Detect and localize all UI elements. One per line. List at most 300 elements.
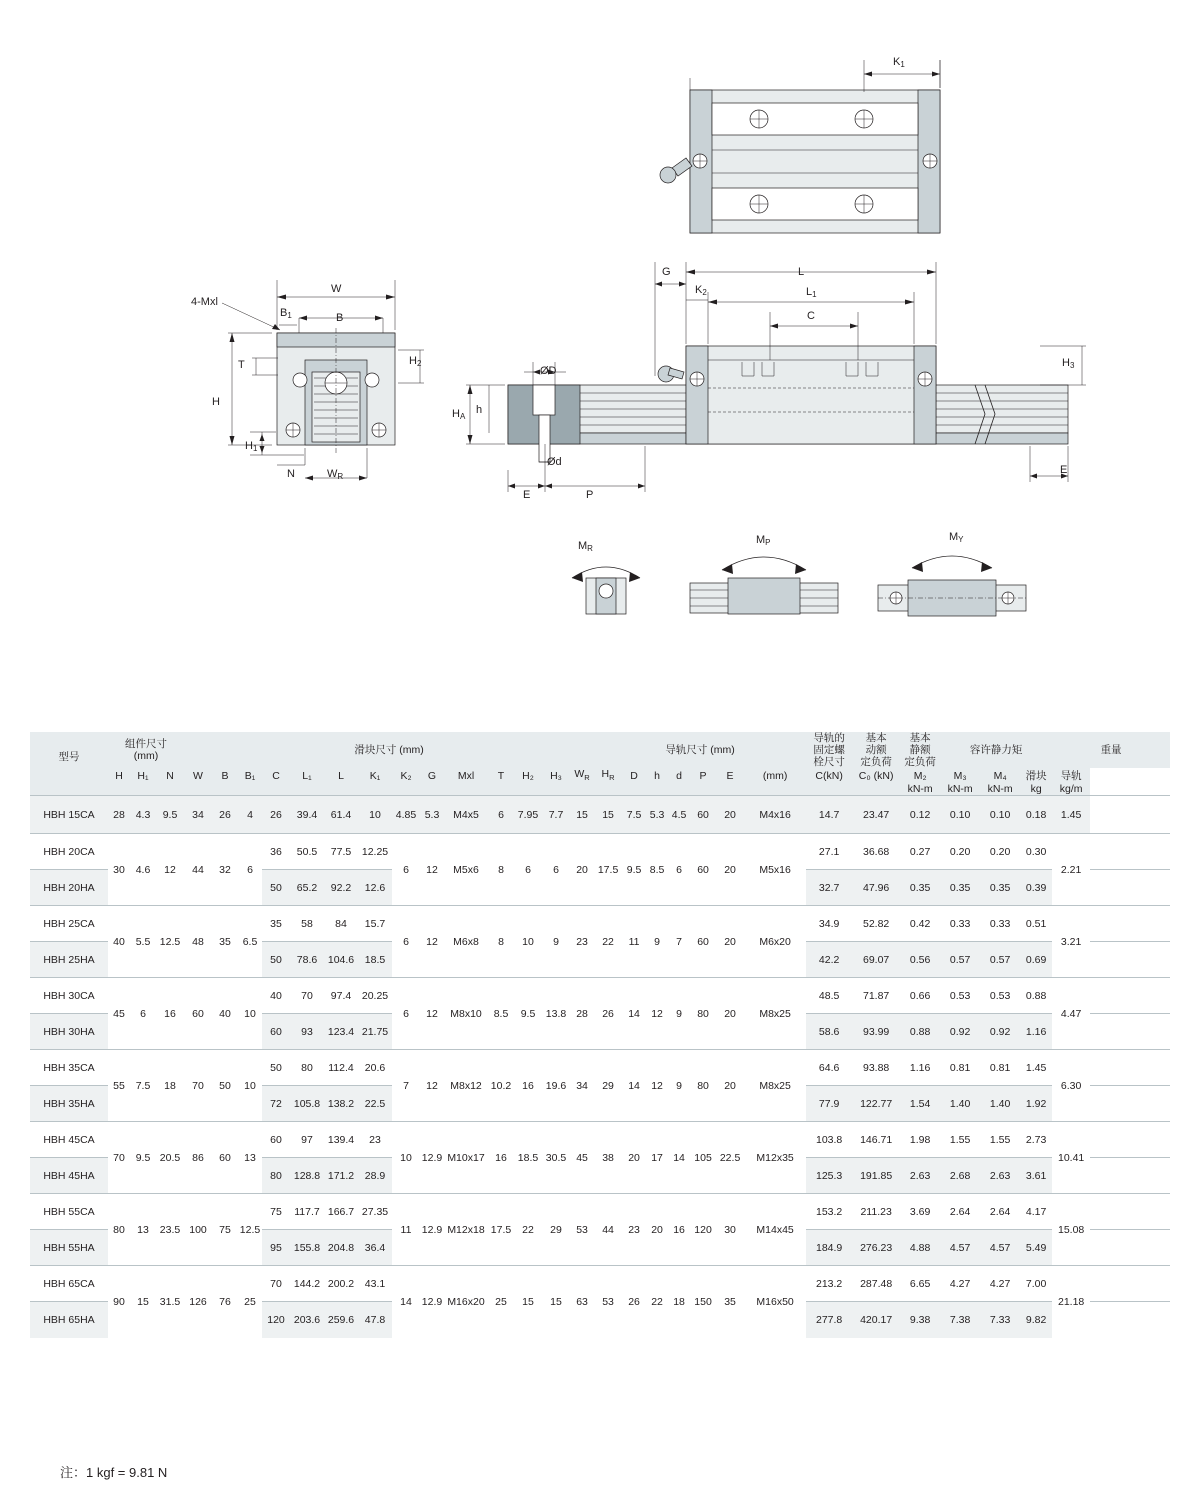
- cell-block-weight: 5.49: [1020, 1230, 1052, 1266]
- header-sym-bolt-unit: (mm): [744, 768, 806, 783]
- header-group-assembly: 组件尺寸 (mm): [108, 732, 184, 768]
- cell-E: 20: [716, 796, 744, 834]
- cell-B1: 6: [238, 834, 262, 906]
- cell-Mxl: M12x18: [444, 1194, 488, 1266]
- cell-C0-kN: 287.48: [852, 1266, 900, 1302]
- cell-C: 35: [262, 906, 290, 942]
- cell-B1: 6.5: [238, 906, 262, 978]
- header-sym-C0-kN: C₀ (kN): [852, 768, 900, 783]
- cell-H: 45: [108, 978, 130, 1050]
- cell-G: 5.3: [420, 796, 444, 834]
- cell-M2: 0.12: [900, 796, 940, 834]
- cell-C-kN: 14.7: [806, 796, 852, 834]
- cell-h: 17: [646, 1122, 668, 1194]
- dim-label-p: P: [586, 489, 594, 501]
- header-sym-C-kN: C(kN): [806, 768, 852, 783]
- cell-h: 8.5: [646, 834, 668, 906]
- cell-d: 9: [668, 1050, 690, 1122]
- cell-H3: 30.5: [542, 1122, 570, 1194]
- cell-C: 95: [262, 1230, 290, 1266]
- table-row: [30, 796, 1170, 834]
- header-group-static-moment: 容许静力矩: [940, 732, 1052, 768]
- cell-N: 12.5: [156, 906, 184, 978]
- cell-WR: 45: [570, 1122, 594, 1194]
- technical-drawing-area: [0, 0, 1200, 720]
- cell-block-weight: 3.61: [1020, 1158, 1052, 1194]
- cell-M4: 0.35: [980, 870, 1020, 906]
- cell-L1: 144.2: [290, 1266, 324, 1302]
- cell-L: 204.8: [324, 1230, 358, 1266]
- cell-M3: 0.81: [940, 1050, 980, 1086]
- cell-M3: 2.64: [940, 1194, 980, 1230]
- moment-label-my: $M_Y$: [949, 531, 964, 544]
- cell-T: 8.5: [488, 978, 514, 1050]
- cell-C0-kN: 276.23: [852, 1230, 900, 1266]
- dim-label-h-small: h: [476, 404, 483, 416]
- cell-H: 55: [108, 1050, 130, 1122]
- cell-C: 60: [262, 1014, 290, 1050]
- dim-label-4mxl: 4-Mxl: [191, 296, 218, 308]
- header-sym-WR: $W_R$: [570, 768, 594, 783]
- units-rail-kgm: kg/m: [1052, 783, 1090, 796]
- cell-model: HBH 55CA: [30, 1194, 108, 1230]
- cell-C0-kN: 122.77: [852, 1086, 900, 1122]
- cell-L1: 70: [290, 978, 324, 1014]
- cell-C-kN: 48.5: [806, 978, 852, 1014]
- cell-H: 70: [108, 1122, 130, 1194]
- cell-H2: 7.95: [514, 796, 542, 834]
- cell-Mxl: M8x12: [444, 1050, 488, 1122]
- cell-K1: 27.35: [358, 1194, 392, 1230]
- cell-M3: 0.53: [940, 978, 980, 1014]
- units-m2: kN-m: [900, 783, 940, 796]
- header-sym-H3: H₃: [542, 768, 570, 783]
- cell-H1: 15: [130, 1266, 156, 1338]
- cell-h: 22: [646, 1266, 668, 1338]
- cell-C-kN: 42.2: [806, 942, 852, 978]
- cell-M4: 0.92: [980, 1014, 1020, 1050]
- cell-Mxl: M16x20: [444, 1266, 488, 1338]
- cell-block-weight: 0.30: [1020, 834, 1052, 870]
- cell-M3: 1.40: [940, 1086, 980, 1122]
- cell-block-weight: 1.16: [1020, 1014, 1052, 1050]
- cell-K1: 20.6: [358, 1050, 392, 1086]
- cell-C0-kN: 69.07: [852, 942, 900, 978]
- cell-M2: 9.38: [900, 1302, 940, 1338]
- cell-C: 60: [262, 1122, 290, 1158]
- header-sym-d: d: [668, 768, 690, 783]
- cell-C0-kN: 71.87: [852, 978, 900, 1014]
- cell-M2: 0.88: [900, 1014, 940, 1050]
- dim-label-h3: $H_3$: [1062, 357, 1075, 370]
- cell-C: 75: [262, 1194, 290, 1230]
- cell-HR: 44: [594, 1194, 622, 1266]
- cell-C-kN: 153.2: [806, 1194, 852, 1230]
- dim-label-e-left: E: [523, 489, 531, 501]
- cell-C0-kN: 211.23: [852, 1194, 900, 1230]
- cell-L: 92.2: [324, 870, 358, 906]
- cell-M2: 0.42: [900, 906, 940, 942]
- cell-C: 36: [262, 834, 290, 870]
- drawing-svg: [0, 0, 1200, 720]
- cell-K1: 43.1: [358, 1266, 392, 1302]
- dim-label-h: H: [212, 396, 220, 408]
- cell-K2: 4.85: [392, 796, 420, 834]
- cell-bolt: M8x25: [744, 978, 806, 1050]
- cell-M4: 0.33: [980, 906, 1020, 942]
- cell-K1: 12.25: [358, 834, 392, 870]
- dim-label-k1-top: $K_1$: [893, 56, 905, 69]
- cell-P: 60: [690, 796, 716, 834]
- cell-M4: 0.53: [980, 978, 1020, 1014]
- cell-WR: 34: [570, 1050, 594, 1122]
- cell-H1: 5.5: [130, 906, 156, 978]
- cell-C0-kN: 52.82: [852, 906, 900, 942]
- cell-B1: 4: [238, 796, 262, 834]
- cell-C-kN: 34.9: [806, 906, 852, 942]
- cell-C-kN: 277.8: [806, 1302, 852, 1338]
- cell-model: HBH 20CA: [30, 834, 108, 870]
- cell-d: 6: [668, 834, 690, 906]
- cell-W: 60: [184, 978, 212, 1050]
- cell-L1: 80: [290, 1050, 324, 1086]
- header-sym-H: H: [108, 768, 130, 783]
- cell-M4: 4.57: [980, 1230, 1020, 1266]
- cell-rail-weight: 21.18: [1052, 1266, 1090, 1338]
- dim-label-small-d: Ød: [547, 456, 562, 468]
- cell-M2: 0.27: [900, 834, 940, 870]
- cell-H2: 18.5: [514, 1122, 542, 1194]
- cell-L1: 78.6: [290, 942, 324, 978]
- table-row: [30, 1122, 1170, 1158]
- cell-M3: 0.33: [940, 906, 980, 942]
- cell-T: 10.2: [488, 1050, 514, 1122]
- cell-L: 166.7: [324, 1194, 358, 1230]
- cell-K1: 18.5: [358, 942, 392, 978]
- dim-label-ha: $H_A$: [452, 408, 466, 421]
- header-sym-E: E: [716, 768, 744, 783]
- cell-C0-kN: 420.17: [852, 1302, 900, 1338]
- cell-C: 70: [262, 1266, 290, 1302]
- cell-L1: 105.8: [290, 1086, 324, 1122]
- moment-symbol-mp: [690, 557, 838, 614]
- dim-label-wr: $W_R$: [327, 468, 344, 481]
- cell-K2: 6: [392, 906, 420, 978]
- dim-label-h1: $H_1$: [245, 440, 258, 453]
- cell-K2: 7: [392, 1050, 420, 1122]
- cell-P: 80: [690, 978, 716, 1050]
- cell-B: 50: [212, 1050, 238, 1122]
- header-sym-W: W: [184, 768, 212, 783]
- block-plan-view: [660, 60, 940, 233]
- cell-H: 30: [108, 834, 130, 906]
- cell-block-weight: 7.00: [1020, 1266, 1052, 1302]
- cell-C: 26: [262, 796, 290, 834]
- cell-E: 20: [716, 834, 744, 906]
- cell-G: 12.9: [420, 1194, 444, 1266]
- header-sym-HR: $H_R$: [594, 768, 622, 783]
- cell-C0-kN: 191.85: [852, 1158, 900, 1194]
- cell-M3: 7.38: [940, 1302, 980, 1338]
- table-header-units: [30, 783, 1170, 796]
- spec-table-container: [0, 732, 1200, 1338]
- cell-L: 104.6: [324, 942, 358, 978]
- table-body: [30, 796, 1170, 1338]
- cell-C-kN: 64.6: [806, 1050, 852, 1086]
- cell-B1: 10: [238, 1050, 262, 1122]
- cell-HR: 53: [594, 1266, 622, 1338]
- cell-H3: 7.7: [542, 796, 570, 834]
- dim-label-l1: $L_1$: [806, 286, 817, 299]
- cell-L: 200.2: [324, 1266, 358, 1302]
- cell-M2: 0.56: [900, 942, 940, 978]
- cell-L1: 58: [290, 906, 324, 942]
- cell-D: 7.5: [622, 796, 646, 834]
- cell-L1: 97: [290, 1122, 324, 1158]
- cell-M3: 0.57: [940, 942, 980, 978]
- cell-M2: 3.69: [900, 1194, 940, 1230]
- cell-WR: 20: [570, 834, 594, 906]
- cell-C: 72: [262, 1086, 290, 1122]
- cell-HR: 29: [594, 1050, 622, 1122]
- header-sym-B1: B₁: [238, 768, 262, 783]
- cell-C: 50: [262, 1050, 290, 1086]
- cell-C0-kN: 23.47: [852, 796, 900, 834]
- cell-H3: 13.8: [542, 978, 570, 1050]
- cell-d: 18: [668, 1266, 690, 1338]
- dim-label-e-right: E: [1060, 464, 1068, 476]
- cell-L1: 155.8: [290, 1230, 324, 1266]
- cell-block-weight: 1.45: [1020, 1050, 1052, 1086]
- cell-model: HBH 30CA: [30, 978, 108, 1014]
- cell-M2: 0.35: [900, 870, 940, 906]
- header-sym-M3: M₃: [940, 768, 980, 783]
- cell-H2: 9.5: [514, 978, 542, 1050]
- cell-H1: 4.3: [130, 796, 156, 834]
- cell-G: 12: [420, 978, 444, 1050]
- cell-M3: 0.20: [940, 834, 980, 870]
- dim-label-n: N: [287, 468, 295, 480]
- cell-M3: 0.10: [940, 796, 980, 834]
- cell-B: 35: [212, 906, 238, 978]
- cell-L: 97.4: [324, 978, 358, 1014]
- dim-label-g: G: [662, 266, 671, 278]
- cell-h: 12: [646, 978, 668, 1050]
- cell-model: HBH 25CA: [30, 906, 108, 942]
- cell-L1: 65.2: [290, 870, 324, 906]
- cell-M4: 4.27: [980, 1266, 1020, 1302]
- header-sym-L: L: [324, 768, 358, 783]
- header-group-dynamic-load: 基本 动额 定负荷: [852, 732, 900, 768]
- cell-W: 48: [184, 906, 212, 978]
- cell-L1: 128.8: [290, 1158, 324, 1194]
- cell-M2: 1.54: [900, 1086, 940, 1122]
- cell-M2: 0.66: [900, 978, 940, 1014]
- cell-C-kN: 213.2: [806, 1266, 852, 1302]
- cell-M3: 0.35: [940, 870, 980, 906]
- units-m3: kN-m: [940, 783, 980, 796]
- dim-label-k2: $K_2$: [695, 284, 707, 297]
- header-group-bolt: 导轨的 固定螺 栓尺寸: [806, 732, 852, 768]
- units-blank-c0: [852, 783, 900, 796]
- cell-L1: 39.4: [290, 796, 324, 834]
- header-sym-M4: M₄: [980, 768, 1020, 783]
- units-blank-dims: [108, 783, 744, 796]
- cell-W: 100: [184, 1194, 212, 1266]
- cell-C-kN: 27.1: [806, 834, 852, 870]
- cell-B: 76: [212, 1266, 238, 1338]
- cell-P: 80: [690, 1050, 716, 1122]
- cell-K1: 47.8: [358, 1302, 392, 1338]
- cell-WR: 15: [570, 796, 594, 834]
- cell-H1: 6: [130, 978, 156, 1050]
- cell-bolt: M4x16: [744, 796, 806, 834]
- cell-H2: 22: [514, 1194, 542, 1266]
- cell-C-kN: 77.9: [806, 1086, 852, 1122]
- units-blank-model: [30, 783, 108, 796]
- units-m4: kN-m: [980, 783, 1020, 796]
- cell-Mxl: M8x10: [444, 978, 488, 1050]
- header-group-static-load: 基本 静额 定负荷: [900, 732, 940, 768]
- header-sym-T: T: [488, 768, 514, 783]
- cell-model: HBH 25HA: [30, 942, 108, 978]
- dim-label-b: B: [336, 312, 344, 324]
- cell-H1: 13: [130, 1194, 156, 1266]
- cell-B: 75: [212, 1194, 238, 1266]
- cell-W: 44: [184, 834, 212, 906]
- cell-C: 120: [262, 1302, 290, 1338]
- cell-E: 20: [716, 906, 744, 978]
- cell-HR: 38: [594, 1122, 622, 1194]
- cell-K1: 36.4: [358, 1230, 392, 1266]
- cell-M4: 0.10: [980, 796, 1020, 834]
- cell-h: 5.3: [646, 796, 668, 834]
- cell-L1: 203.6: [290, 1302, 324, 1338]
- cell-K1: 22.5: [358, 1086, 392, 1122]
- table-row: [30, 1266, 1170, 1302]
- header-sym-H2: H₂: [514, 768, 542, 783]
- cell-rail-weight: 3.21: [1052, 906, 1090, 978]
- table-header-groups: [30, 732, 1170, 768]
- cell-L: 112.4: [324, 1050, 358, 1086]
- dim-label-w: W: [331, 283, 342, 295]
- cell-H2: 15: [514, 1266, 542, 1338]
- cell-H1: 7.5: [130, 1050, 156, 1122]
- table-row: [30, 1050, 1170, 1086]
- cell-C: 40: [262, 978, 290, 1014]
- cell-H2: 16: [514, 1050, 542, 1122]
- cell-block-weight: 0.69: [1020, 942, 1052, 978]
- cell-W: 126: [184, 1266, 212, 1338]
- header-group-weight: 重量: [1052, 732, 1170, 768]
- cell-M4: 7.33: [980, 1302, 1020, 1338]
- cell-K2: 14: [392, 1266, 420, 1338]
- cell-HR: 22: [594, 906, 622, 978]
- header-group-rail: 导轨尺寸 (mm): [594, 732, 806, 768]
- cell-B1: 13: [238, 1122, 262, 1194]
- cell-P: 150: [690, 1266, 716, 1338]
- cell-M4: 2.64: [980, 1194, 1020, 1230]
- cell-P: 120: [690, 1194, 716, 1266]
- cell-T: 8: [488, 906, 514, 978]
- cell-L: 259.6: [324, 1302, 358, 1338]
- cell-d: 4.5: [668, 796, 690, 834]
- cell-block-weight: 0.51: [1020, 906, 1052, 942]
- cell-M3: 2.68: [940, 1158, 980, 1194]
- header-sym-K2: K₂: [392, 768, 420, 783]
- cell-D: 20: [622, 1122, 646, 1194]
- cell-G: 12: [420, 906, 444, 978]
- cell-M2: 6.65: [900, 1266, 940, 1302]
- cell-M4: 0.81: [980, 1050, 1020, 1086]
- cell-h: 12: [646, 1050, 668, 1122]
- header-sym-L1: L₁: [290, 768, 324, 783]
- header-model: 型号: [30, 732, 108, 783]
- cell-H3: 6: [542, 834, 570, 906]
- units-blank-bolt: [744, 783, 806, 796]
- header-sym-C: C: [262, 768, 290, 783]
- cell-K2: 11: [392, 1194, 420, 1266]
- cell-D: 14: [622, 1050, 646, 1122]
- cell-rail-weight: 2.21: [1052, 834, 1090, 906]
- cell-block-weight: 4.17: [1020, 1194, 1052, 1230]
- cell-bolt: M16x50: [744, 1266, 806, 1338]
- cell-W: 70: [184, 1050, 212, 1122]
- cell-G: 12: [420, 1050, 444, 1122]
- cell-C0-kN: 146.71: [852, 1122, 900, 1158]
- cell-C-kN: 58.6: [806, 1014, 852, 1050]
- cell-rail-weight: 1.45: [1052, 796, 1090, 834]
- cell-bolt: M12x35: [744, 1122, 806, 1194]
- cell-bolt: M6x20: [744, 906, 806, 978]
- cell-K1: 28.9: [358, 1158, 392, 1194]
- cell-block-weight: 2.73: [1020, 1122, 1052, 1158]
- cell-HR: 17.5: [594, 834, 622, 906]
- cell-K2: 10: [392, 1122, 420, 1194]
- cell-H: 80: [108, 1194, 130, 1266]
- cell-M2: 1.16: [900, 1050, 940, 1086]
- cell-rail-weight: 6.30: [1052, 1050, 1090, 1122]
- cell-model: HBH 35CA: [30, 1050, 108, 1086]
- cell-C-kN: 184.9: [806, 1230, 852, 1266]
- cell-L1: 117.7: [290, 1194, 324, 1230]
- table-header-symbols: [30, 768, 1170, 783]
- cell-H1: 9.5: [130, 1122, 156, 1194]
- cell-K1: 10: [358, 796, 392, 834]
- cell-C-kN: 125.3: [806, 1158, 852, 1194]
- cell-block-weight: 0.39: [1020, 870, 1052, 906]
- cell-E: 20: [716, 1050, 744, 1122]
- cell-model: HBH 65HA: [30, 1302, 108, 1338]
- cell-K1: 23: [358, 1122, 392, 1158]
- table-row: [30, 906, 1170, 942]
- cell-W: 86: [184, 1122, 212, 1194]
- cell-K1: 21.75: [358, 1014, 392, 1050]
- table-row: [30, 978, 1170, 1014]
- cell-rail-weight: 4.47: [1052, 978, 1090, 1050]
- cell-B1: 12.5: [238, 1194, 262, 1266]
- cell-N: 23.5: [156, 1194, 184, 1266]
- cell-d: 7: [668, 906, 690, 978]
- cell-P: 105: [690, 1122, 716, 1194]
- units-blank-c: [806, 783, 852, 796]
- cell-B: 60: [212, 1122, 238, 1194]
- cell-rail-weight: 10.41: [1052, 1122, 1090, 1194]
- cell-M4: 2.63: [980, 1158, 1020, 1194]
- cell-M4: 1.40: [980, 1086, 1020, 1122]
- cell-C-kN: 103.8: [806, 1122, 852, 1158]
- cell-N: 16: [156, 978, 184, 1050]
